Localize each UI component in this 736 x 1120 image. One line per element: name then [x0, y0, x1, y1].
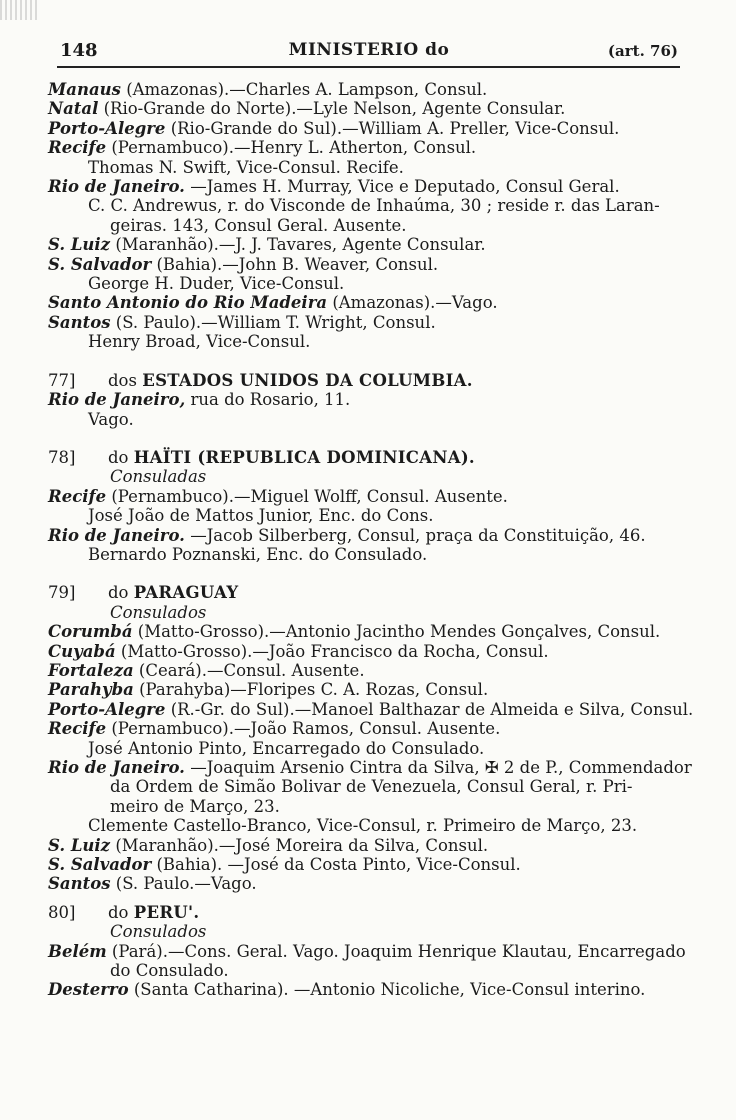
entry-line	[48, 739, 688, 758]
country-name: PARAGUAY	[133, 583, 239, 603]
entry-line	[48, 719, 688, 738]
place-name: Santos	[48, 312, 111, 332]
entry-text: (Amazonas).—Vago.	[332, 293, 498, 313]
entry-line	[48, 80, 688, 99]
place-name: Rio de Janeiro,	[48, 390, 186, 410]
entry-text: (R.-Gr. do Sul).—Manoel Balthazar de Almeida e Silva, Consul.	[170, 699, 694, 719]
entry-line	[48, 661, 688, 680]
entry-text: José João de Mattos Junior, Enc. do Cons.	[88, 506, 434, 526]
entry-line	[48, 758, 692, 777]
section-prefix: do	[108, 583, 129, 603]
entry-line	[48, 410, 688, 429]
entry-line	[48, 961, 688, 980]
section-79	[48, 583, 694, 894]
section-heading	[48, 448, 688, 467]
entry-line	[48, 797, 688, 816]
entry-line	[48, 293, 688, 312]
place-name: Rio de Janeiro.	[48, 758, 185, 777]
entry-line	[48, 274, 688, 293]
entry-text: (Santa Catharina). —Antonio Nicoliche, Vice-Consul interino.	[133, 980, 646, 1000]
place-name: Cuyabá	[48, 641, 116, 661]
country-name: HAÏTI (REPUBLICA DOMINICANA).	[133, 447, 475, 467]
entry-text: geiras. 143, Consul Geral. Ausente.	[110, 215, 407, 235]
entry-text: Thomas N. Swift, Vice-Consul. Recife.	[88, 157, 404, 177]
header-rule	[57, 66, 680, 68]
entry-line	[48, 699, 694, 719]
section-heading	[48, 371, 688, 390]
entry-text: (Pernambuco).—Henry L. Atherton, Consul.	[111, 138, 477, 158]
place-name: Corumbá	[48, 622, 133, 642]
entry-line	[48, 313, 688, 332]
entry-text: (Bahia). —José da Costa Pinto, Vice-Consul.	[156, 855, 521, 875]
running-title: MINISTERIO do	[288, 40, 450, 60]
entry-text: (Rio-Grande do Sul).—William A. Preller, Vice-Consul.	[170, 118, 620, 138]
place-name: Santos	[48, 874, 111, 894]
entry-text: —James H. Murray, Vice e Deputado, Consul Geral.	[190, 177, 620, 197]
section-80	[48, 903, 688, 1000]
entry-text: José Antonio Pinto, Encarregado do Consulado.	[88, 738, 485, 758]
place-name: Fortaleza	[48, 660, 134, 680]
place-name: Parahyba	[48, 680, 134, 700]
entry-line	[48, 119, 688, 138]
entry-line	[48, 332, 688, 351]
entry-text: (Matto-Grosso).—Antonio Jacintho Mendes Gonçalves, Consul.	[137, 622, 661, 642]
entry-line	[48, 816, 688, 835]
entry-text: (Pernambuco).—João Ramos, Consul. Ausente.	[111, 719, 501, 739]
place-name: Rio de Janeiro.	[48, 177, 185, 197]
entry-text: rua do Rosario, 11.	[190, 390, 351, 410]
place-name: Recife	[48, 719, 107, 739]
page-body	[48, 80, 694, 1000]
entry-text: da Ordem de Simão Bolivar de Venezuela, Consul Geral, r. Pri-	[110, 777, 633, 797]
section-subtitle: Consuladas	[110, 467, 207, 487]
entry-line	[48, 196, 688, 215]
entry-text: (Bahia).—John B. Weaver, Consul.	[156, 254, 439, 274]
entry-line	[48, 777, 688, 796]
running-header	[60, 40, 678, 64]
section-heading	[48, 903, 688, 922]
entry-line	[48, 158, 688, 177]
place-name: Belém	[48, 941, 107, 961]
entry-line	[48, 855, 688, 874]
country-name: PERU'.	[133, 902, 200, 922]
entry-line	[48, 980, 688, 999]
entry-text: —Joaquim Arsenio Cintra da Silva, ✠ 2 de P., Commendador	[190, 758, 692, 777]
entry-text: do Consulado.	[110, 961, 229, 981]
entry-line	[48, 545, 688, 564]
entry-text: (S. Paulo).—William T. Wright, Consul.	[115, 312, 436, 332]
entry-text: (Pernambuco).—Miguel Wolff, Consul. Ausente.	[111, 486, 508, 506]
entry-text: (Pará).—Cons. Geral. Vago. Joaquim Henrique Klautau, Encarregado	[111, 941, 686, 961]
entry-line	[48, 874, 688, 893]
entry-line	[48, 390, 688, 409]
entry-line	[48, 255, 688, 274]
article-reference: (art. 76)	[607, 42, 678, 60]
place-name: S. Salvador	[48, 254, 152, 274]
entry-line	[48, 216, 688, 235]
place-name: Recife	[48, 138, 107, 158]
section-77	[48, 371, 688, 429]
entry-line	[48, 526, 688, 545]
entry-text: meiro de Março, 23.	[110, 796, 280, 816]
place-name: S. Luiz	[48, 835, 111, 855]
entry-text: Bernardo Poznanski, Enc. do Consulado.	[88, 544, 428, 564]
entry-text: (Matto-Grosso).—João Francisco da Rocha, Consul.	[120, 641, 549, 661]
section-subtitle: Consulados	[110, 602, 207, 622]
entry-line	[48, 177, 688, 196]
section-number: 80]	[48, 902, 76, 922]
entry-text: (Maranhão).—J. J. Tavares, Agente Consular.	[115, 235, 486, 255]
entry-line	[48, 99, 688, 118]
place-name: Rio de Janeiro.	[48, 525, 185, 545]
entry-text: (Parahyba)—Floripes C. A. Rozas, Consul.	[139, 680, 489, 700]
place-name: Desterro	[48, 980, 129, 1000]
entry-line	[48, 642, 688, 661]
entry-line	[48, 622, 688, 641]
entry-text: (S. Paulo.—Vago.	[115, 874, 257, 894]
entry-line	[48, 506, 688, 525]
entry-line	[48, 487, 688, 506]
section-heading	[48, 583, 688, 602]
entry-line	[48, 680, 688, 699]
section-number: 77]	[48, 370, 76, 390]
section-76-continuation	[48, 80, 688, 352]
section-number: 78]	[48, 447, 76, 467]
entry-text: Vago.	[88, 409, 134, 429]
section-number: 79]	[48, 583, 76, 603]
entry-text: C. C. Andrewus, r. do Visconde de Inhaúma, 30 ; reside r. das Laran-	[88, 196, 660, 216]
place-name: S. Salvador	[48, 855, 152, 875]
section-subtitle: Consulados	[110, 922, 207, 942]
place-name: Porto-Alegre	[48, 699, 166, 719]
entry-text: (Ceará).—Consul. Ausente.	[138, 660, 365, 680]
section-prefix: dos	[108, 370, 137, 390]
entry-text: Clemente Castello-Branco, Vice-Consul, r. Primeiro de Março, 23.	[88, 816, 638, 836]
place-name: Natal	[48, 99, 99, 119]
place-name: Porto-Alegre	[48, 118, 166, 138]
entry-text: George H. Duder, Vice-Consul.	[88, 274, 345, 294]
place-name: Santo Antonio do Rio Madeira	[48, 293, 328, 313]
entry-text: Henry Broad, Vice-Consul.	[88, 332, 311, 352]
section-prefix: do	[108, 902, 129, 922]
entry-text: (Maranhão).—José Moreira da Silva, Consul.	[115, 835, 489, 855]
section-78	[48, 448, 688, 564]
country-name: ESTADOS UNIDOS DA COLUMBIA.	[142, 370, 473, 390]
entry-line	[48, 836, 688, 855]
place-name: Recife	[48, 486, 107, 506]
place-name: S. Luiz	[48, 235, 111, 255]
entry-line	[48, 138, 688, 157]
entry-line	[48, 942, 688, 961]
entry-text: (Amazonas).—Charles A. Lampson, Consul.	[126, 80, 488, 99]
scan-artifact	[0, 0, 40, 20]
entry-text: (Rio-Grande do Norte).—Lyle Nelson, Agente Consular.	[103, 99, 566, 119]
entry-line	[48, 235, 688, 254]
place-name: Manaus	[48, 80, 121, 99]
section-prefix: do	[108, 447, 129, 467]
entry-text: —Jacob Silberberg, Consul, praça da Constituição, 46.	[190, 525, 646, 545]
page-number: 148	[60, 40, 98, 61]
